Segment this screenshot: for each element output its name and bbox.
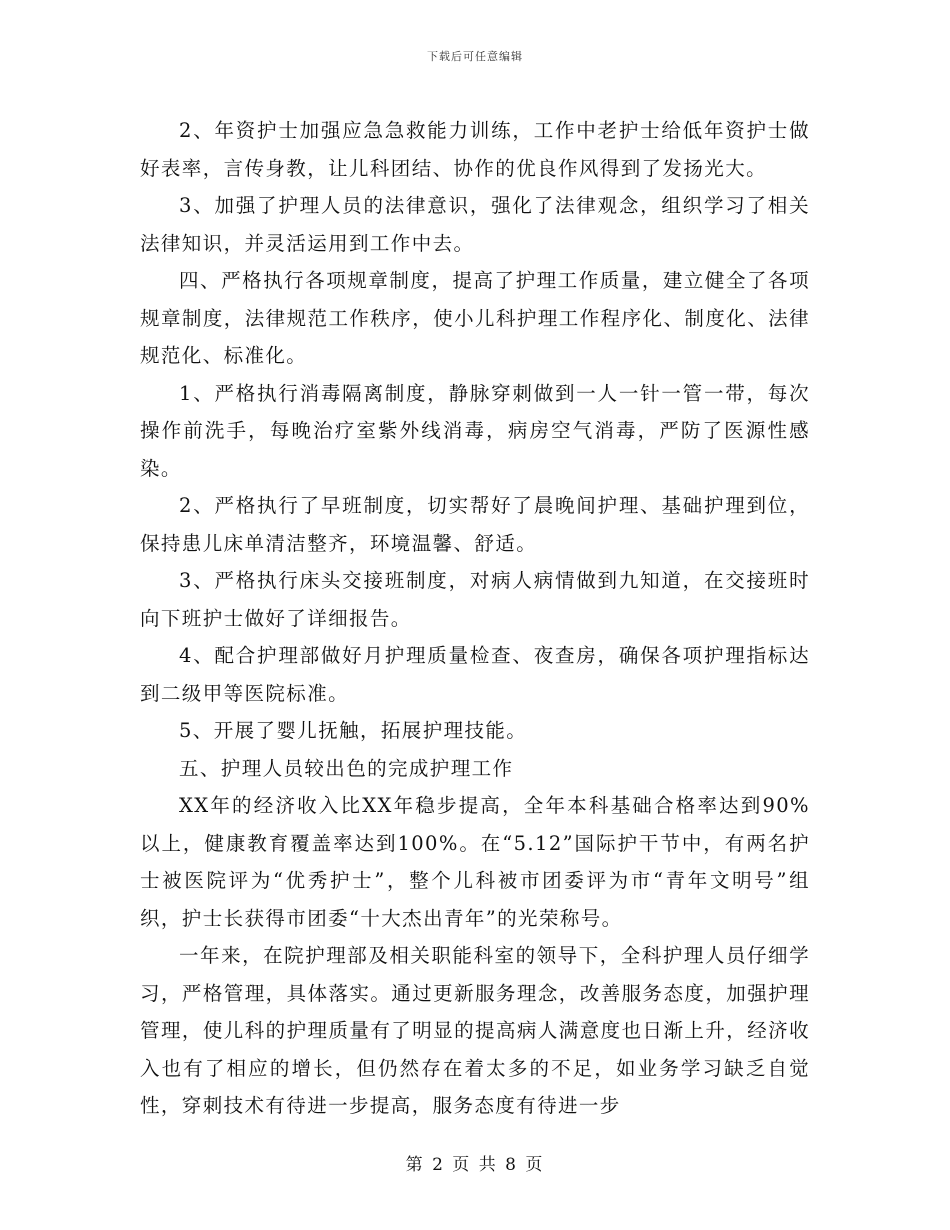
paragraph: 四、严格执行各项规章制度，提高了护理工作质量，建立健全了各项规章制度，法律规范工作秩序，使小儿科护理工作程序化、制度化、法律规范化、标准化。 bbox=[140, 269, 810, 367]
paragraph: 5、开展了婴儿抚触，拓展护理技能。 bbox=[179, 719, 528, 742]
paragraph: 3、严格执行床头交接班制度，对病人病情做到九知道，在交接班时向下班护士做好了详细报告。 bbox=[140, 569, 810, 630]
paragraph: 1、严格执行消毒隔离制度，静脉穿刺做到一人一针一管一带，每次操作前洗手，每晚治疗室紫外线消毒，病房空气消毒，严防了医源性感染。 bbox=[140, 381, 810, 480]
document-body bbox=[140, 112, 810, 1125]
page-header: 下载后可任意编辑 bbox=[427, 50, 523, 63]
paragraph: 4、配合护理部做好月护理质量检查、夜查房，确保各项护理指标达到二级甲等医院标准。 bbox=[140, 644, 810, 705]
paragraph: 3、加强了护理人员的法律意识，强化了法律观念，组织学习了相关法律知识，并灵活运用到工作中去。 bbox=[140, 194, 810, 255]
section-heading: 五、护理人员较出色的完成护理工作 bbox=[179, 756, 514, 780]
page-number: 第 2 页 共 8 页 bbox=[405, 1155, 545, 1175]
paragraph: 一年来，在院护理部及相关职能科室的领导下，全科护理人员仔细学习，严格管理，具体落实。通过更新服务理念，改善服务态度，加强护理管理，使儿科的护理质量有了明显的提高病人满意度也日渐上升，经济收入也有了相应的增长，但仍然存在着太多的不足，如业务学习缺乏自觉性，穿刺技术有待进一步提高，服务态度有待进一步 bbox=[140, 944, 810, 1117]
paragraph: 2、严格执行了早班制度，切实帮好了晨晚间护理、基础护理到位，保持患儿床单清洁整齐，环境温馨、舒适。 bbox=[140, 494, 810, 555]
paragraph: XX年的经济收入比XX年稳步提高，全年本科基础合格率达到90%以上，健康教育覆盖率达到100%。在“5.12”国际护干节中，有两名护士被医院评为“优秀护士”，整个儿科被市团委评为市“青年文明号”组织，护士长获得市团委“十大杰出青年”的光荣称号。 bbox=[140, 794, 810, 930]
paragraph: 2、年资护士加强应急急救能力训练，工作中老护士给低年资护士做好表率，言传身教，让儿科团结、协作的优良作风得到了发扬光大。 bbox=[140, 119, 810, 180]
